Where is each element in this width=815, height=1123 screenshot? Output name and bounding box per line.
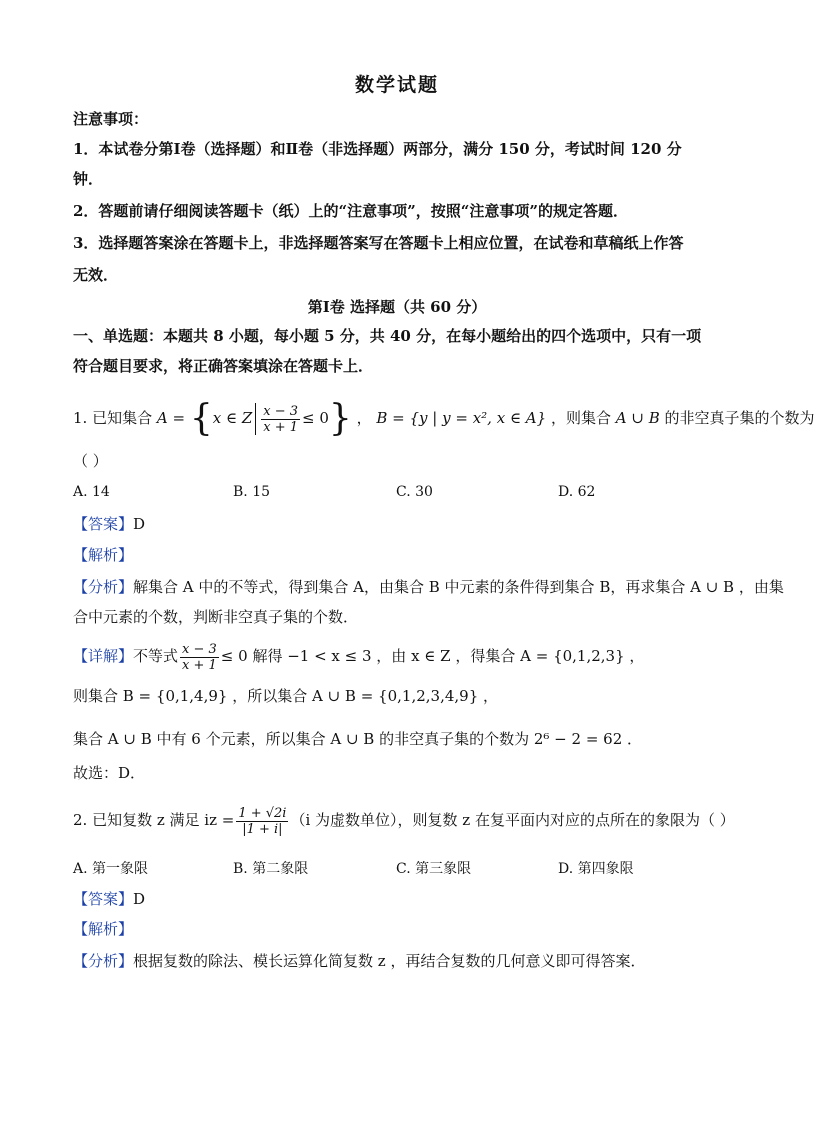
q1-option-c: C. 30 <box>396 484 433 500</box>
question-1-stem: 1. 已知集合 A = {x ∈ Z $\frac{x - 3}{x + 1}$ ≤ 0} ， B = {y | y = x², x ∈ A} ，则集合 A ∪ B 的非空真子集的个数为 <box>73 398 815 439</box>
q1-line-b: 则集合 B = {0,1,4,9} ，所以集合 A ∪ B = {0,1,2,3,4,9} ， <box>73 687 499 705</box>
q1-option-a: A. 14 <box>73 484 110 500</box>
q1-answer <box>73 513 734 535</box>
q1-set-b: B = {y | y = x², x ∈ A} <box>376 409 547 427</box>
q1-option-d: D. 62 <box>558 484 596 500</box>
q1-conclusion: 故选：D． <box>73 764 146 782</box>
page-title: 数学试题 <box>354 74 439 96</box>
notice-item-3-cont: 无效． <box>73 266 119 284</box>
part-one-instruction: 一、单选题：本题共 8 小题，每小题 5 分，共 40 分，在每小题给出的四个选项中，只有一项 <box>73 327 702 345</box>
q2-answer: 【答案】D <box>73 890 146 908</box>
q1-fenxi-cont: 合中元素的个数，判断非空真子集的个数． <box>73 608 359 626</box>
question-2-stem: 2. 已知复数 z 满足 iz = $\frac{1 + √2i}{|1 + i|}$ （i 为虚数单位），则复数 z 在复平面内对应的点所在的象限为（ ） <box>73 805 735 837</box>
q1-option-b: B. 15 <box>233 484 271 500</box>
q2-analysis-label: 【解析】 <box>73 920 134 938</box>
answer-label: 【答案】 <box>73 515 134 533</box>
q1-paren: （ ） <box>73 452 108 470</box>
notice-heading: 注意事项： <box>73 110 149 128</box>
answer-value: D <box>133 515 146 533</box>
q1-prefix: 1. 已知集合 <box>73 409 153 427</box>
notice-item-1-cont: 钟． <box>73 170 104 188</box>
q2-option-d: D. 第四象限 <box>558 861 634 877</box>
q1-set-a: A = {x ∈ Z $\frac{x - 3}{x + 1}$ ≤ 0} <box>156 398 352 439</box>
section-title: 第Ⅰ卷 选择题（共 60 分） <box>307 298 487 316</box>
part-one-instruction-cont: 符合题目要求，将正确答案填涂在答题卡上． <box>73 357 374 375</box>
q2-fenxi: 【分析】根据复数的除法、模长运算化简复数 z ，再结合复数的几何意义即可得答案． <box>73 952 646 970</box>
q2-option-c: C. 第三象限 <box>396 861 472 877</box>
q1-fenxi: 【分析】解集合 A 中的不等式，得到集合 A，由集合 B 中元素的条件得到集合 B，再求集合 A ∪ B ，由集 <box>73 578 784 596</box>
q1-analysis-label: 【解析】 <box>73 546 134 564</box>
q1-line-c: 集合 A ∪ B 中有 6 个元素，所以集合 A ∪ B 的非空真子集的个数为 2⁶ − 2 = 62 ． <box>73 730 643 748</box>
q2-option-b: B. 第二象限 <box>233 861 309 877</box>
notice-item-1: 1．本试卷分第Ⅰ卷（选择题）和Ⅱ卷（非选择题）两部分，满分 150 分，考试时间 120 分 <box>73 140 682 158</box>
q1-xiangjie: 【详解】不等式 $\frac{x - 3}{x + 1}$ ≤ 0 解得 −1 < x ≤ 3 ，由 x ∈ Z ，得集合 A = {0,1,2,3} ， <box>73 641 645 673</box>
q1-union: A ∪ B <box>615 409 660 427</box>
notice-item-2: 2．答题前请仔细阅读答题卡（纸）上的“注意事项”，按照“注意事项”的规定答题． <box>73 202 628 220</box>
q2-option-a: A. 第一象限 <box>73 861 149 877</box>
notice-item-3: 3．选择题答案涂在答题卡上，非选择题答案写在答题卡上相应位置，在试卷和草稿纸上作答 <box>73 234 684 252</box>
